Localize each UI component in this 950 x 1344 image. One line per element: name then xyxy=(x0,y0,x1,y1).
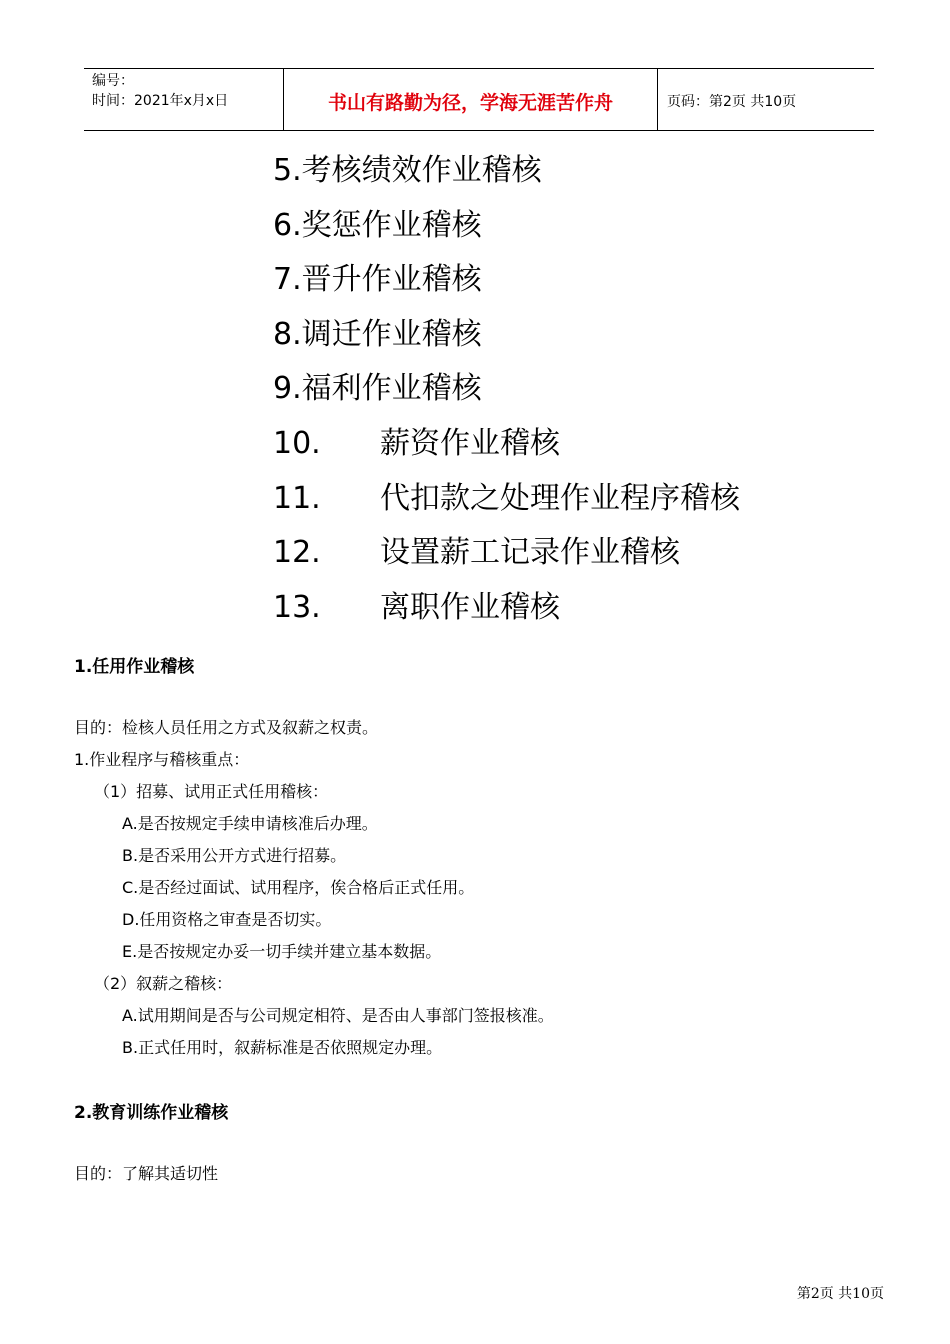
header-motto: 书山有路勤为径，学海无涯苦作舟 xyxy=(284,69,658,130)
page-footer: 第2页 共10页 xyxy=(796,1286,884,1302)
document-header xyxy=(84,68,874,131)
toc-item-text: 薪资作业稽核 xyxy=(380,425,560,461)
toc-item xyxy=(273,197,740,252)
section-2-purpose: 目的：了解其适切性 xyxy=(74,1164,219,1183)
table-of-contents xyxy=(273,142,740,633)
header-page-info: 页码：第2页 共10页 xyxy=(667,93,797,110)
toc-item-text: 晋升作业稽核 xyxy=(301,262,482,298)
section-1-procedure-heading: 1.作业程序与稽核重点： xyxy=(74,750,250,769)
section-1-title: 1.任用作业稽核 xyxy=(74,657,195,677)
toc-item-number: 13. xyxy=(273,589,321,625)
toc-item xyxy=(273,360,740,415)
toc-item-number: 11. xyxy=(273,480,321,516)
checklist-item: D.任用资格之审查是否切实。 xyxy=(122,910,332,929)
toc-item-text: 考核绩效作业稽核 xyxy=(301,153,542,188)
toc-item-text: 奖惩作业稽核 xyxy=(301,207,482,243)
toc-item xyxy=(273,415,740,470)
checklist-item: A.是否按规定手续申请核准后办理。 xyxy=(122,814,378,833)
subsection-1-heading: （1）招募、试用正式任用稽核： xyxy=(94,782,329,801)
checklist-item: A.试用期间是否与公司规定相符、是否由人事部门签报核准。 xyxy=(122,1006,554,1025)
checklist-item: B.正式任用时，叙薪标准是否依照规定办理。 xyxy=(122,1038,443,1057)
section-2-title: 2.教育训练作业稽核 xyxy=(74,1103,229,1123)
toc-item-number: 8. xyxy=(273,316,302,352)
toc-item-text: 代扣款之处理作业程序稽核 xyxy=(380,480,740,516)
checklist-item: E.是否按规定办妥一切手续并建立基本数据。 xyxy=(122,942,442,961)
toc-item-number: 12. xyxy=(273,535,321,571)
subsection-2-heading: （2）叙薪之稽核： xyxy=(94,974,233,993)
document-date-label: 时间：2021年x月x日 xyxy=(92,93,229,109)
toc-item-text: 设置薪工记录作业稽核 xyxy=(380,535,680,571)
toc-item xyxy=(273,470,740,525)
checklist-item: B.是否采用公开方式进行招募。 xyxy=(122,846,347,865)
toc-item xyxy=(273,251,740,306)
header-meta-cell xyxy=(84,69,284,130)
toc-item-number: 5. xyxy=(273,153,302,188)
toc-item xyxy=(273,142,740,197)
toc-item-text: 福利作业稽核 xyxy=(301,371,482,407)
checklist-item: C.是否经过面试、试用程序，俟合格后正式任用。 xyxy=(122,878,475,897)
section-1-purpose: 目的：检核人员任用之方式及叙薪之权责。 xyxy=(74,718,379,737)
toc-item xyxy=(273,306,740,361)
toc-item-number: 9. xyxy=(273,371,302,407)
toc-item-text: 调迁作业稽核 xyxy=(301,316,482,352)
toc-item xyxy=(273,579,740,634)
toc-item xyxy=(273,524,740,579)
toc-item-text: 离职作业稽核 xyxy=(380,589,560,625)
toc-item-number: 10. xyxy=(273,425,321,461)
toc-item-number: 7. xyxy=(273,262,302,298)
toc-item-number: 6. xyxy=(273,207,302,243)
document-number-label: 编号： xyxy=(92,73,134,89)
